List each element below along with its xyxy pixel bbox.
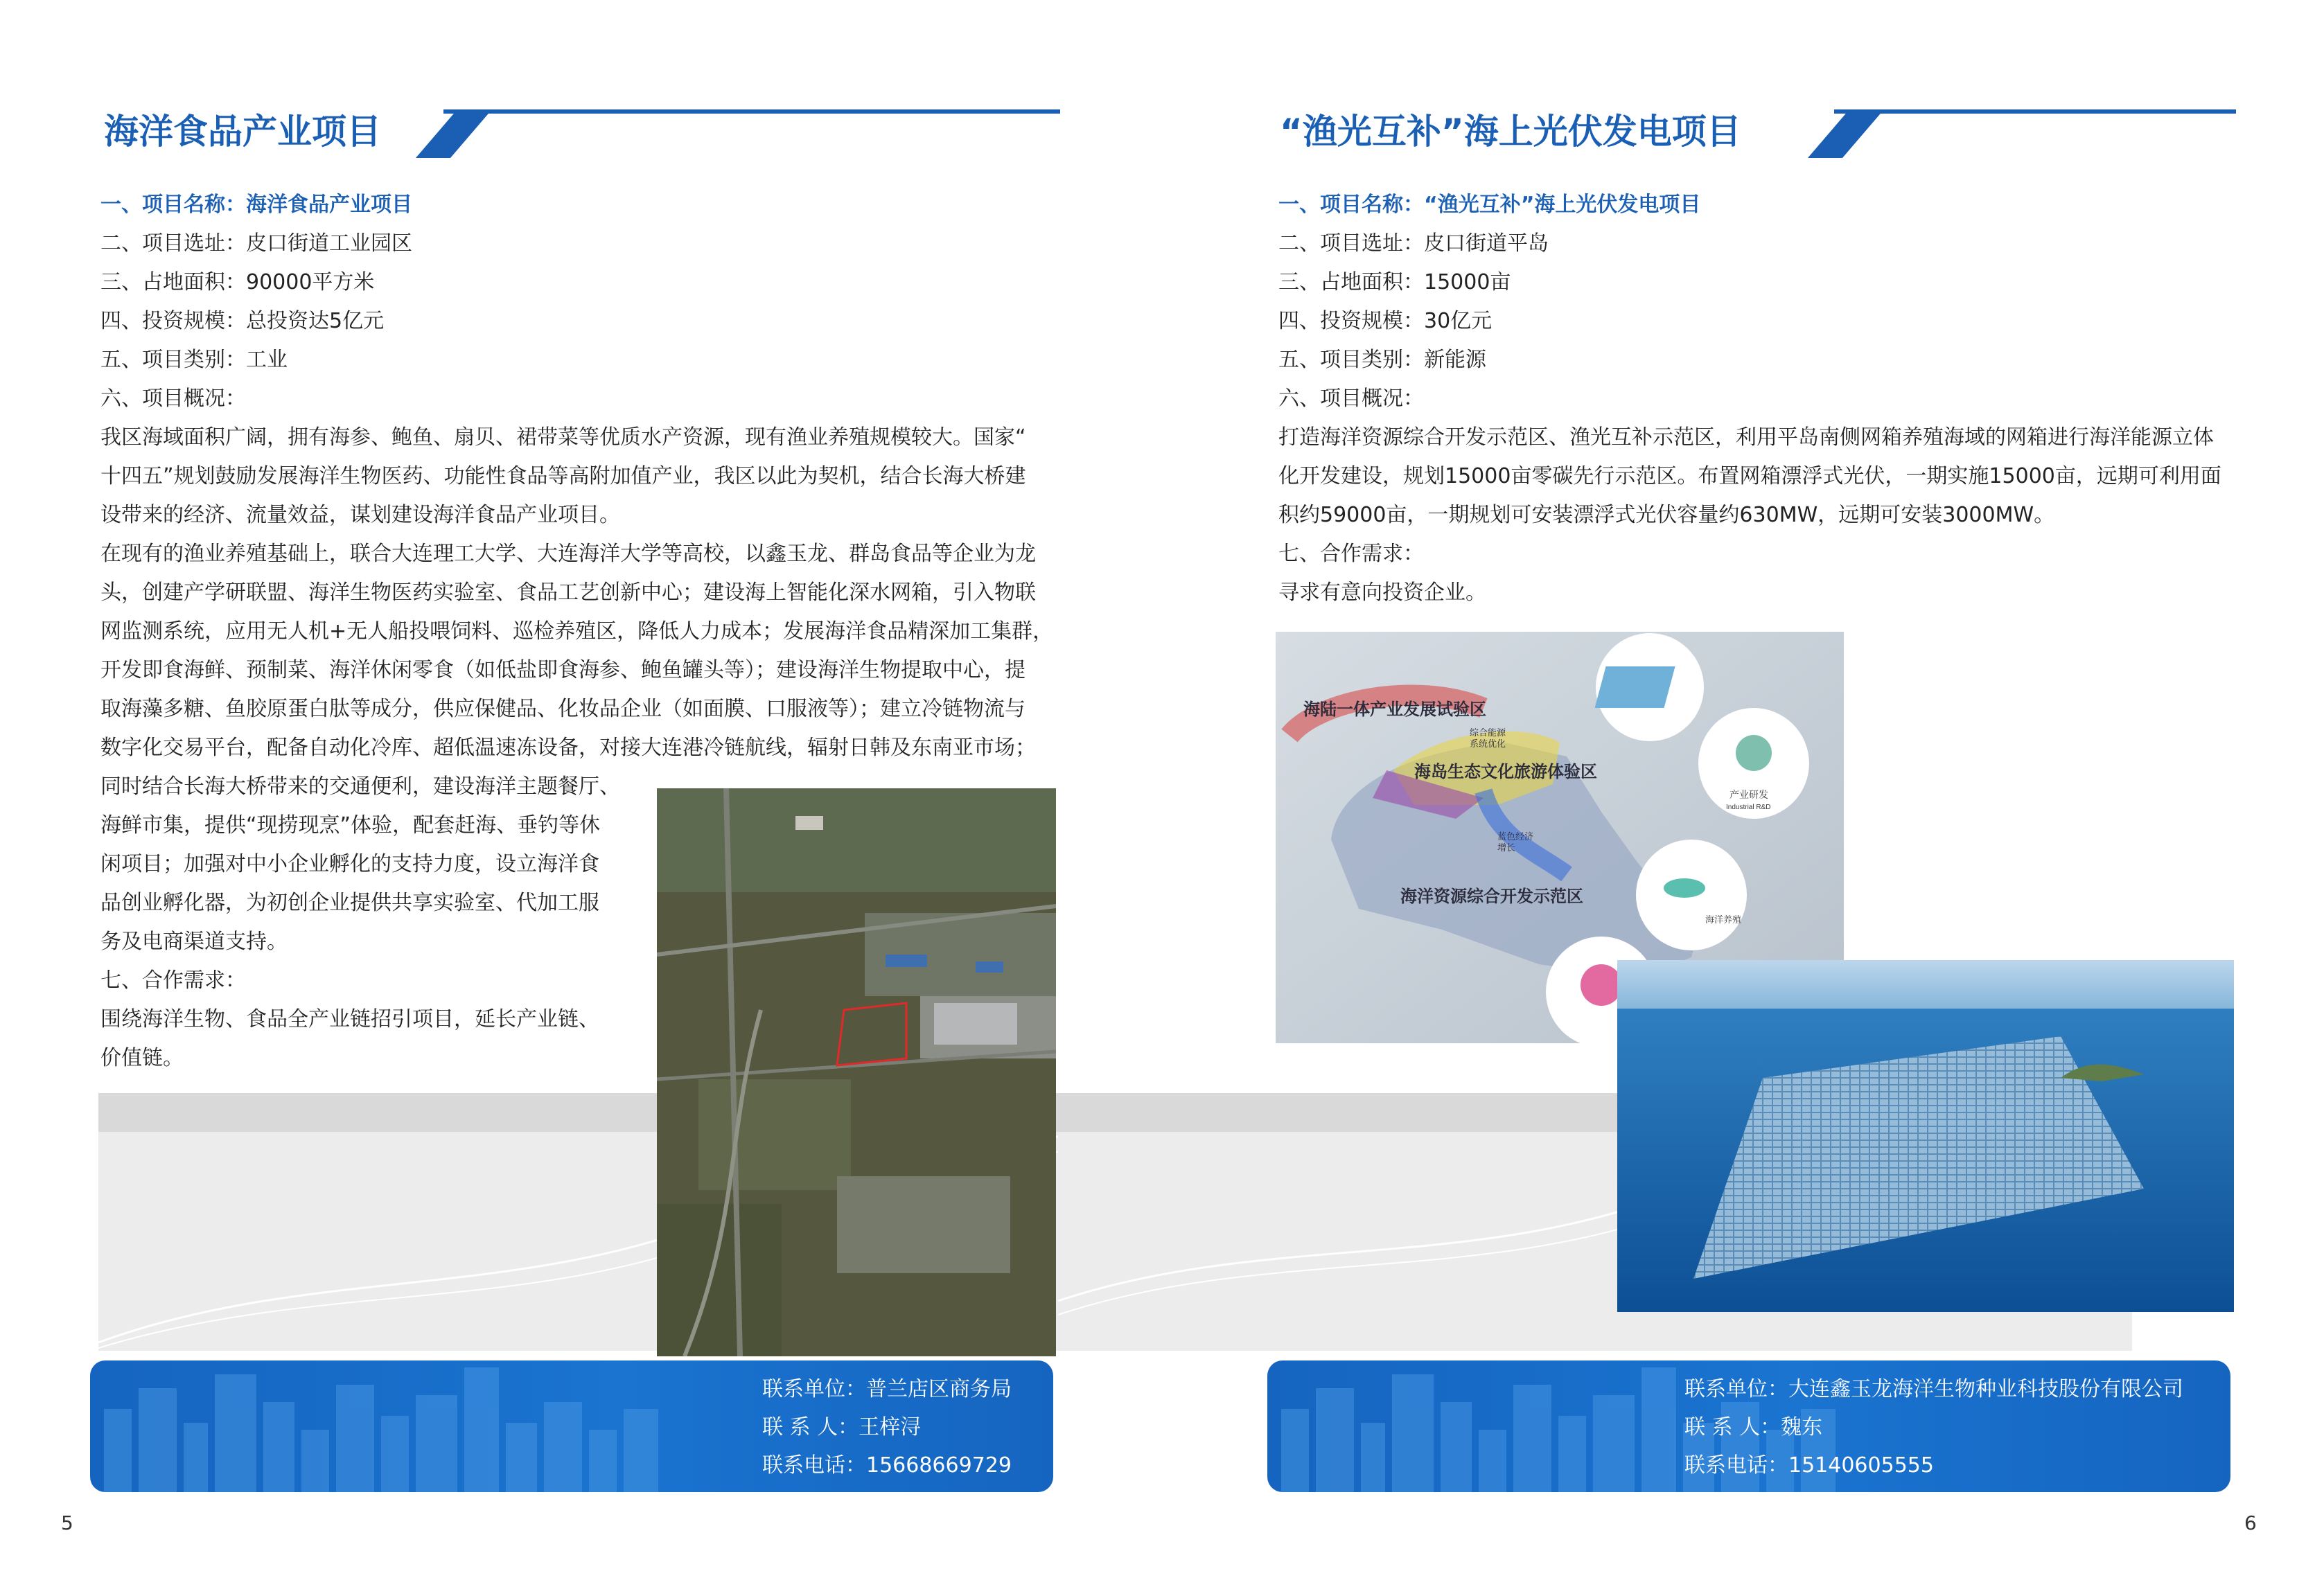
page-title: 海洋食品产业项目 — [104, 112, 381, 152]
svg-text:综合能源: 综合能源 — [1470, 727, 1506, 738]
project-site: 二、项目选址：皮口街道工业园区 — [100, 231, 412, 256]
project-site: 二、项目选址：皮口街道平岛 — [1278, 231, 1549, 256]
project-area: 三、占地面积：15000亩 — [1278, 270, 1511, 294]
project-investment: 四、投资规模：30亿元 — [1278, 309, 1493, 333]
map-zone-label: 海洋资源综合开发示范区 — [1400, 887, 1583, 906]
project-info-list — [1278, 186, 2221, 612]
cooperation-text: 围绕海洋生物、食品全产业链招引项目，延长产业链、 — [100, 1007, 599, 1031]
svg-text:增长: 增长 — [1497, 842, 1516, 853]
contact-phone: 联系电话：15140605555 — [1684, 1453, 1934, 1478]
overview-line: 在现有的渔业养殖基础上，联合大连理工大学、大连海洋大学等高校，以鑫玉龙、群岛食品等企业为龙 — [100, 542, 1036, 566]
map-zone-label: 海岛生态文化旅游体验区 — [1414, 763, 1597, 781]
svg-text:系统优化: 系统优化 — [1470, 738, 1506, 749]
svg-text:Industrial R&D: Industrial R&D — [1726, 804, 1771, 811]
right-page — [1162, 0, 2324, 1587]
contact-bar — [1267, 1360, 2230, 1492]
contact-unit: 联系单位：普兰店区商务局 — [762, 1377, 1012, 1401]
overview-line: 十四五”规划鼓励发展海洋生物医药、功能性食品等高附加值产业，我区以此为契机，结合长海大桥建 — [100, 464, 1026, 488]
overview-line: 打造海洋资源综合开发示范区、渔光互补示范区，利用平岛南侧网箱养殖海域的网箱进行海洋能源立体 — [1278, 425, 2214, 450]
overview-line: 开发即食海鲜、预制菜、海洋休闲零食（如低盐即食海参、鲍鱼罐头等）；建设海洋生物提取中心，提 — [100, 658, 1025, 682]
overview-line: 积约59000亩，一期规划可安装漂浮式光伏容量约630MW，远期可安装3000MW。 — [1278, 503, 2055, 527]
project-investment: 四、投资规模：总投资达5亿元 — [100, 309, 385, 333]
contact-bar — [90, 1360, 1053, 1492]
overview-line: 数字化交易平台，配备自动化冷库、超低温速冻设备，对接大连港冷链航线，辐射日韩及东南亚市场； — [100, 736, 1036, 760]
map-zone-label: 海陆一体产业发展试验区 — [1303, 700, 1486, 719]
section-title — [104, 104, 1060, 159]
project-overview-heading: 六、项目概况： — [100, 387, 246, 411]
overview-line: 我区海域面积广阔，拥有海参、鲍鱼、扇贝、裙带菜等优质水产资源，现有渔业养殖规模较大。国家“ — [100, 425, 1026, 450]
overview-line: 海鲜市集，提供“现捞现烹”体验，配套赶海、垂钓等休 — [100, 813, 601, 837]
fish-icon — [1636, 840, 1747, 950]
contact-person: 联 系 人：王梓浔 — [762, 1415, 922, 1439]
svg-text:海洋养殖: 海洋养殖 — [1705, 914, 1742, 925]
cooperation-heading: 七、合作需求： — [100, 968, 246, 993]
overview-line: 闲项目；加强对中小企业孵化的支持力度，设立海洋食 — [100, 852, 599, 876]
overview-line: 取海藻多糖、鱼胶原蛋白肽等成分，供应保健品、化妆品企业（如面膜、口服液等）；建立冷链物流与 — [100, 697, 1025, 721]
page-number: 5 — [61, 1511, 73, 1534]
cooperation-text: 寻求有意向投资企业。 — [1278, 580, 1486, 605]
section-title — [1280, 104, 2236, 159]
overview-line: 设带来的经济、流量效益，谋划建设海洋食品产业项目。 — [100, 503, 620, 527]
overview-line: 头，创建产学研联盟、海洋生物医药实验室、食品工艺创新中心；建设海上智能化深水网箱，引入物联 — [100, 580, 1036, 605]
project-category: 五、项目类别：工业 — [100, 348, 288, 372]
contact-phone: 联系电话：15668669729 — [762, 1453, 1012, 1478]
overview-line: 化开发建设，规划15000亩零碳先行示范区。布置网箱漂浮式光伏，一期实施15000亩，远期可利用面 — [1278, 464, 2221, 488]
overview-line: 品创业孵化器，为初创企业提供共享实验室、代加工服 — [100, 891, 599, 915]
page-title: “渔光互补”海上光伏发电项目 — [1280, 112, 1741, 152]
research-icon — [1698, 708, 1809, 819]
svg-text:蓝色经济: 蓝色经济 — [1497, 831, 1534, 842]
page-number: 6 — [2244, 1511, 2257, 1534]
satellite-image — [657, 788, 1056, 1356]
contact-unit: 联系单位：大连鑫玉龙海洋生物种业科技股份有限公司 — [1684, 1377, 2183, 1401]
project-category: 五、项目类别：新能源 — [1278, 348, 1486, 372]
project-overview-heading: 六、项目概况： — [1278, 387, 1424, 411]
overview-line: 网监测系统，应用无人机+无人船投喂饲料、巡检养殖区，降低人力成本；发展海洋食品精深加工集群， — [100, 619, 1054, 644]
overview-line: 同时结合长海大桥带来的交通便利，建设海洋主题餐厅、 — [100, 774, 620, 799]
aerial-photo — [1617, 960, 2234, 1312]
svg-text:产业研发: 产业研发 — [1729, 789, 1768, 800]
project-name: 一、项目名称：“渔光互补”海上光伏发电项目 — [1278, 193, 1701, 217]
project-area: 三、占地面积：90000平方米 — [100, 270, 375, 294]
cooperation-heading: 七、合作需求： — [1278, 542, 1424, 566]
overview-line: 务及电商渠道支持。 — [100, 930, 288, 954]
cooperation-text: 价值链。 — [100, 1046, 184, 1070]
contact-person: 联 系 人：魏东 — [1684, 1415, 1823, 1439]
project-name: 一、项目名称：海洋食品产业项目 — [100, 193, 412, 217]
